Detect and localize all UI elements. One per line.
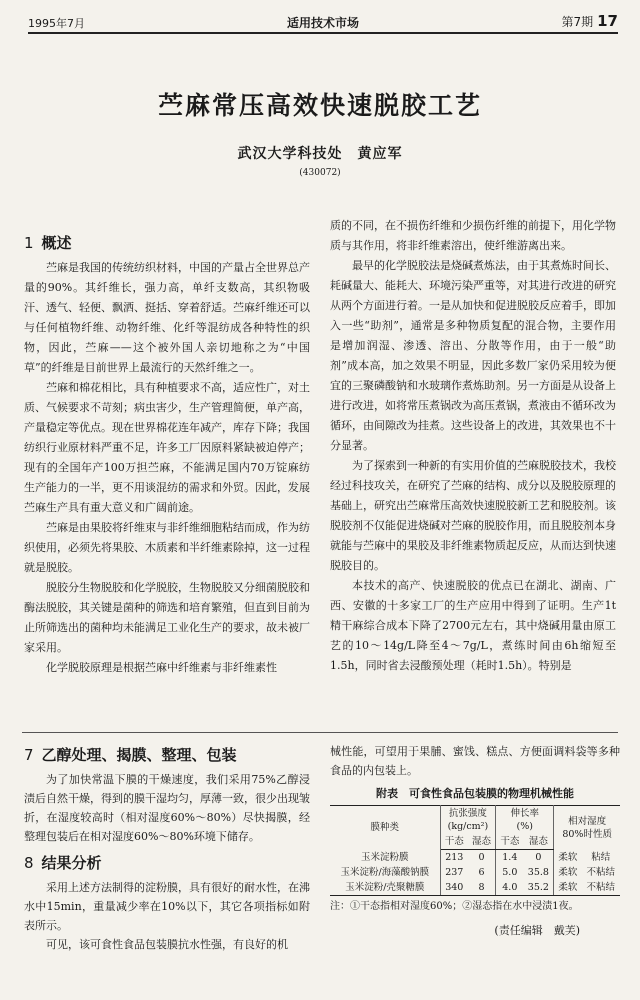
header-journal: 适用技术市场 [286, 16, 359, 30]
table-header-type: 膜种类 [330, 806, 440, 850]
cell: 不粘结 [586, 867, 616, 878]
header-label: 相对湿度 [568, 815, 607, 827]
table-header-strength [440, 806, 496, 835]
cell: 0 [523, 850, 553, 866]
header-label: 80%时性质 [562, 828, 612, 840]
cell: 237 [445, 867, 464, 878]
header-label: 抗张强度 [448, 808, 487, 819]
paragraph: 本技术的高产、快速脱胶的优点已在湖北、湖南、广西、安徽的十多家工厂的生产应用中得到了证明。生产1t精干麻综合成本下降了2700元左右，其中烧碱用量由原工艺的10～14g/L降至4～7g/L，煮练时间由6h缩短至1.5h，同时省去浸酸预处理（耗时1.5h）。特别是 [330, 579, 616, 672]
table-subheader-dry: 干态 [440, 834, 468, 850]
table-row [330, 865, 620, 880]
article-author: 武汉大学科技处 黄应军 [237, 146, 403, 162]
table-header-humidity [554, 806, 620, 850]
cell: 柔软 [558, 851, 578, 863]
section-1-heading [24, 232, 310, 254]
cell-film-type: 玉米淀粉膜 [330, 850, 440, 866]
header-issue-page [561, 12, 618, 30]
left-column-top [24, 230, 310, 678]
right-column-bottom [330, 742, 620, 940]
article-title: 苎麻常压高效快速脱胶工艺 [157, 91, 482, 120]
table-row [330, 880, 620, 896]
postcode: (430072) [299, 168, 341, 178]
paragraph: 苎麻是由果胶将纤维束与非纤维细胞粘结而成，作为纺织使用，必须先将果胶、木质素和半纤维素除掉，这一过程就是脱胶。 [24, 521, 310, 574]
header-label: 伸长率 [510, 808, 539, 819]
section-title: 概述 [41, 234, 72, 252]
section-title: 结果分析 [41, 854, 102, 872]
cell-film-type: 玉米淀粉/壳聚糖膜 [330, 880, 440, 896]
paragraph: 质的不同，在不损伤纤维和少损伤纤维的前提下，用化学物质与其作用，将非纤维素溶出，使纤维游离出来。 [330, 219, 616, 252]
header-page-number: 17 [597, 12, 618, 30]
paragraph: 为了加快常温下膜的干燥速度，我们采用75%乙醇浸渍后自然干燥，得到的膜干湿均匀，厚薄一致，很少出现皱折，在湿度较高时（相对湿度60%～80%）尽快揭膜，经整理包装后在相对湿度60%～80%环境下储存。 [24, 773, 310, 843]
cell: 35.2 [523, 880, 553, 896]
cell: 5.0 [502, 867, 518, 878]
cell: 不粘结 [582, 880, 620, 896]
table-subheader-dry: 干态 [496, 834, 524, 850]
cell-film-type: 玉米淀粉/海藻酸钠膜 [330, 865, 440, 880]
paragraph: 最早的化学脱胶法是烧碱煮炼法，由于其煮炼时间长、耗碱量大、能耗大、环境污染严重等，对其进行改进的研究从两个方面进行着。一是从加快和促进脱胶反应着手，即加入一些“助剂”，通常是多种物质复配的混合物，主要作用是增加润湿、渗透、溶出、分散等作用，由于一般“助剂”成本高，加之效果不明显，因此多数厂家仍采用较为便宜的三聚磷酸钠和水玻璃作煮炼助剂。另一方面是从设备上进行改进，如将常压煮锅改为高压煮锅，煮液由不循环改为循环，由间隙改为挂煮。这些设备上的改进，其效果也不十分显著。 [330, 259, 616, 452]
cell: 粘结 [591, 851, 611, 863]
paragraph: 苎麻和棉花相比，具有种植要求不高，适应性广，对土质、气候要求不苛刻；病虫害少，生产管理简便，单产高，产量稳定等优点。现在世界棉花连年减产，库存下降；我国纺织行业原材料严重不足，许多工厂因原料紧缺被迫停产；现有的全国年产100万担苎麻，不能满足国内70万锭麻纺生产能力的一半，更不用谈混纺的需求和外贸。因此，发展苎麻生产具有重大意义和广阔前途。 [24, 381, 310, 514]
header-date: 1995年7月 [28, 17, 85, 30]
section-title: 乙醇处理、揭膜、整理、包装 [41, 746, 237, 764]
table-subheader-wet: 湿态 [523, 834, 553, 850]
header-unit: (%) [516, 821, 533, 832]
running-header [28, 12, 618, 34]
section-number: 8 [24, 854, 34, 872]
cell: 8 [468, 880, 496, 896]
cell: 0 [468, 850, 496, 866]
table-header-elongation [496, 806, 554, 835]
right-column-top [330, 216, 616, 676]
table-row [330, 850, 620, 866]
section-divider [22, 732, 618, 733]
paragraph: 化学脱胶原理是根据苎麻中纤维素与非纤维素性 [46, 661, 277, 674]
section-number: 1 [24, 234, 34, 252]
paragraph: 为了探索到一种新的有实用价值的苎麻脱胶技术，我校经过科技攻关，在研究了苎麻的结构、成分以及脱胶原理的基础上，研究出苎麻常压高效快速脱胶新工艺和脱胶剂。该脱胶剂不仅能促进烧碱对苎麻的脱胶作用，而且脱胶剂本身就能与苎麻中的果胶及非纤维素物质起反应，从而达到快速脱胶目的。 [330, 459, 616, 572]
responsible-editor: (责任编辑 戴芙) [494, 924, 580, 937]
properties-table [330, 805, 620, 896]
paragraph: 可见，该可食性食品包装膜抗水性强，有良好的机 [46, 938, 288, 951]
cell: 1.4 [502, 852, 518, 863]
cell: 213 [445, 852, 464, 863]
cell: 6 [468, 865, 496, 880]
section-number: 7 [24, 746, 34, 764]
cell: 4.0 [496, 880, 524, 896]
table-note: 注：①干态指相对湿度60%；②湿态指在水中浸渍1夜。 [330, 901, 579, 912]
header-issue: 第7期 [561, 15, 594, 29]
paragraph: 苎麻是我国的传统纺织材料，中国的产量占全世界总产量的90%。其纤维长，强力高，单纤支数高，其织物吸汗、透气、轻便、飘洒、挺括、穿着舒适。苎麻纤维还可以与任何植物纤维、动物纤维、化纤等混纺成各种特性的织物，因此，苎麻——这个被外国人亲切地称之为“中国草”的纤维是目前世界上最流行的天然纤维之一。 [24, 261, 310, 374]
paragraph: 脱胶分生物脱胶和化学脱胶，生物脱胶又分细菌脱胶和酶法脱胶，其关键是菌种的筛选和培育繁殖，但直到目前为止所筛选出的菌种均未能满足工业化生产的要求，故未被厂家采用。 [24, 581, 310, 654]
table-caption: 附表 可食性食品包装膜的物理机械性能 [376, 787, 574, 800]
header-unit: (kg/cm²) [447, 821, 489, 832]
section-7-heading [24, 744, 310, 766]
section-8-heading [24, 852, 310, 874]
cell: 柔软 [554, 880, 582, 896]
cell: 柔软 [558, 867, 578, 878]
cell: 340 [440, 880, 468, 896]
paragraph: 械性能，可望用于果脯、蜜饯、糕点、方便面调料袋等多种食品的内包装上。 [330, 745, 620, 777]
cell: 35.8 [523, 865, 553, 880]
table-subheader-wet: 湿态 [468, 834, 496, 850]
left-column-bottom [24, 742, 310, 954]
paragraph: 采用上述方法制得的淀粉膜，具有很好的耐水性，在沸水中15min，重量减少率在10%以下，其它各项指标如附表所示。 [24, 881, 310, 932]
